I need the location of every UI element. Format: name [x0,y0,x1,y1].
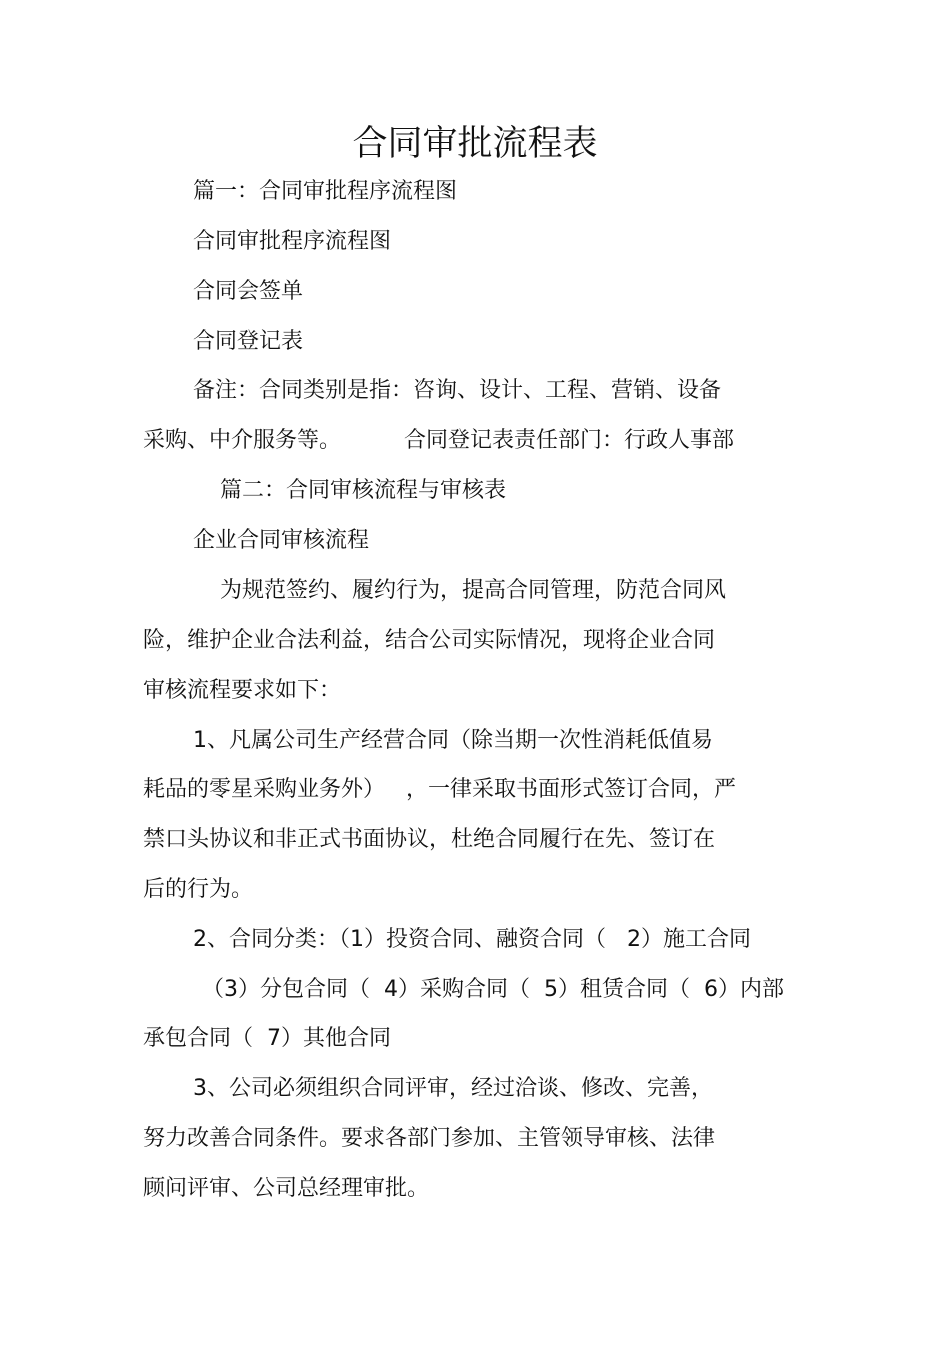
document-title: 合同审批流程表 [352,124,598,164]
paragraph-line: 2、合同分类：（1）投资合同、融资合同（ 2）施工合同 [193,927,751,952]
subheading: 企业合同审核流程 [193,528,370,553]
paragraph-line: 1、凡属公司生产经营合同（除当期一次性消耗低值易 [193,728,713,753]
paragraph-line: 审核流程要求如下： [143,678,342,703]
paragraph-line: 耗品的零星采购业务外） ，一律采取书面形式签订合同，严 [143,777,736,802]
paragraph-line: 顾问评审、公司总经理审批。 [143,1176,430,1201]
section-heading-2: 篇二：合同审核流程与审核表 [220,478,507,503]
paragraph-line: 承包合同（ 7）其他合同 [143,1026,391,1051]
note-line: 采购、中介服务等。 合同登记表责任部门：行政人事部 [143,428,734,453]
paragraph-line: 努力改善合同条件。要求各部门参加、主管领导审核、法律 [143,1126,716,1151]
paragraph-line: 为规范签约、履约行为，提高合同管理，防范合同风 [220,578,727,603]
paragraph-line: 禁口头协议和非正式书面协议，杜绝合同履行在先、签订在 [143,827,716,852]
paragraph-line: 后的行为。 [143,877,254,902]
list-item: 合同审批程序流程图 [193,229,392,254]
paragraph-line: （3）分包合同（ 4）采购合同（ 5）租赁合同（ 6）内部 [202,977,784,1002]
section-heading-1: 篇一：合同审批程序流程图 [193,179,458,204]
note-line: 备注：合同类别是指：咨询、设计、工程、营销、设备 [193,378,722,403]
paragraph-line: 3、公司必须组织合同评审，经过洽谈、修改、完善， [193,1076,713,1101]
paragraph-line: 险，维护企业合法利益，结合公司实际情况，现将企业合同 [143,628,716,653]
list-item: 合同会签单 [193,279,304,304]
list-item: 合同登记表 [193,329,304,354]
